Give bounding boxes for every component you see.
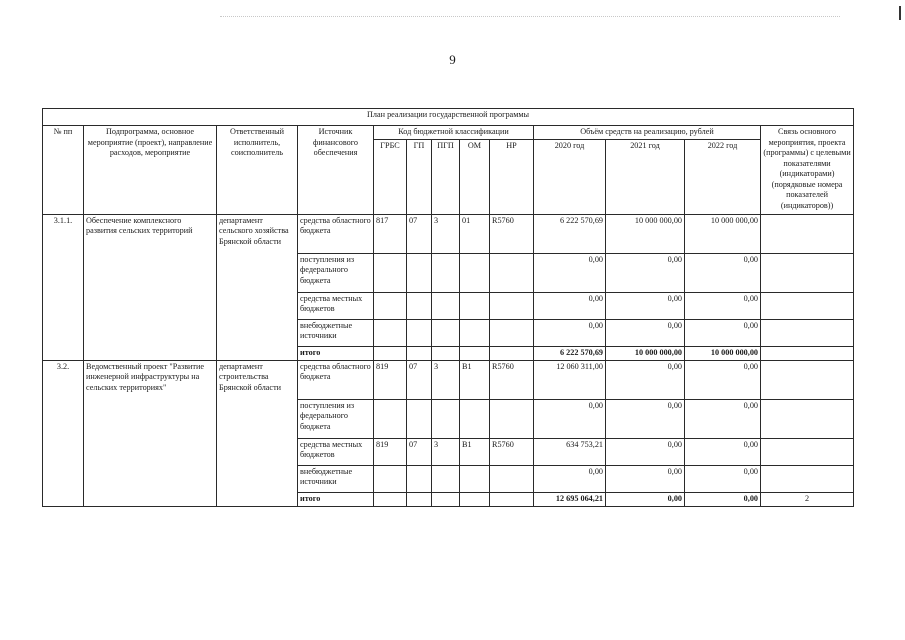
header-pgp: ПГП (432, 139, 460, 214)
funding-source: поступления из федерального бюджета (298, 253, 374, 292)
code-grbs (374, 319, 407, 346)
code-gp (407, 253, 432, 292)
header-num: № пп (43, 126, 84, 215)
amount-2022: 0,00 (685, 465, 761, 492)
indicator-link (761, 214, 854, 253)
code-pgp (432, 253, 460, 292)
indicator-link (761, 292, 854, 319)
header-volume: Объём средств на реализацию, рублей (534, 126, 761, 140)
code-nr: R5760 (490, 214, 534, 253)
table-row (43, 214, 854, 253)
amount-2022: 0,00 (685, 292, 761, 319)
amount-2021: 10 000 000,00 (606, 214, 685, 253)
header-row-1 (43, 126, 854, 140)
code-grbs (374, 253, 407, 292)
code-gp (407, 319, 432, 346)
code-gp (407, 346, 432, 360)
code-pgp: 3 (432, 360, 460, 399)
amount-2021: 0,00 (606, 360, 685, 399)
amount-2020: 12 060 311,00 (534, 360, 606, 399)
amount-2022: 0,00 (685, 360, 761, 399)
header-om: ОМ (460, 139, 490, 214)
code-grbs (374, 292, 407, 319)
indicator-link (761, 399, 854, 438)
code-grbs: 819 (374, 360, 407, 399)
code-gp: 07 (407, 438, 432, 465)
total-2020: 12 695 064,21 (534, 492, 606, 506)
total-2021: 10 000 000,00 (606, 346, 685, 360)
code-nr: R5760 (490, 360, 534, 399)
plan-table (42, 108, 854, 507)
funding-source: внебюджетные источники (298, 319, 374, 346)
code-nr (490, 492, 534, 506)
code-nr (490, 319, 534, 346)
code-nr: R5760 (490, 438, 534, 465)
table-row (43, 360, 854, 399)
code-pgp (432, 399, 460, 438)
code-nr (490, 253, 534, 292)
code-om (460, 465, 490, 492)
page-number: 9 (449, 52, 456, 67)
amount-2022: 0,00 (685, 399, 761, 438)
executor: департамент сельского хозяйства Брянской области (217, 214, 298, 360)
code-gp (407, 399, 432, 438)
amount-2020: 634 753,21 (534, 438, 606, 465)
code-grbs (374, 346, 407, 360)
header-2021: 2021 год (606, 139, 685, 214)
code-gp (407, 465, 432, 492)
amount-2021: 0,00 (606, 399, 685, 438)
total-label: итого (298, 346, 374, 360)
funding-source: внебюджетные источники (298, 465, 374, 492)
table-title-row (43, 109, 854, 126)
amount-2022: 10 000 000,00 (685, 214, 761, 253)
amount-2022: 0,00 (685, 319, 761, 346)
amount-2020: 0,00 (534, 292, 606, 319)
code-om (460, 492, 490, 506)
funding-source: средства местных бюджетов (298, 438, 374, 465)
code-grbs: 817 (374, 214, 407, 253)
amount-2022: 0,00 (685, 438, 761, 465)
code-om: B1 (460, 360, 490, 399)
indicator-link (761, 465, 854, 492)
code-grbs (374, 399, 407, 438)
code-gp: 07 (407, 360, 432, 399)
amount-2020: 6 222 570,69 (534, 214, 606, 253)
code-om: B1 (460, 438, 490, 465)
amount-2020: 0,00 (534, 399, 606, 438)
header-2022: 2022 год (685, 139, 761, 214)
header-grbs: ГРБС (374, 139, 407, 214)
amount-2020: 0,00 (534, 465, 606, 492)
header-2020: 2020 год (534, 139, 606, 214)
code-gp (407, 492, 432, 506)
total-2021: 0,00 (606, 492, 685, 506)
code-om (460, 346, 490, 360)
measure-name: Ведомственный проект "Развитие инженерной инфраструктуры на сельских территориях" (84, 360, 217, 506)
measure-name: Обеспечение комплексного развития сельских территорий (84, 214, 217, 360)
indicator-link (761, 360, 854, 399)
row-number: 3.1.1. (43, 214, 84, 360)
code-nr (490, 465, 534, 492)
code-pgp (432, 292, 460, 319)
code-om (460, 319, 490, 346)
code-grbs (374, 492, 407, 506)
code-pgp (432, 346, 460, 360)
scan-edge-mark (899, 6, 901, 20)
indicator-link (761, 438, 854, 465)
code-om: 01 (460, 214, 490, 253)
table-title: План реализации государственной программы (43, 109, 854, 126)
code-pgp (432, 492, 460, 506)
funding-source: средства областного бюджета (298, 214, 374, 253)
header-executor: Ответственный исполнитель, соисполнитель (217, 126, 298, 215)
amount-2021: 0,00 (606, 465, 685, 492)
code-om (460, 253, 490, 292)
amount-2020: 0,00 (534, 319, 606, 346)
code-om (460, 399, 490, 438)
code-nr (490, 292, 534, 319)
amount-2020: 0,00 (534, 253, 606, 292)
header-gp: ГП (407, 139, 432, 214)
funding-source: средства областного бюджета (298, 360, 374, 399)
code-pgp (432, 319, 460, 346)
code-gp: 07 (407, 214, 432, 253)
scan-noise (220, 16, 840, 18)
amount-2021: 0,00 (606, 292, 685, 319)
header-budget-code: Код бюджетной классификации (374, 126, 534, 140)
header-source: Источник финансового обеспечения (298, 126, 374, 215)
code-grbs (374, 465, 407, 492)
header-nr: НР (490, 139, 534, 214)
funding-source: средства местных бюджетов (298, 292, 374, 319)
total-2022: 10 000 000,00 (685, 346, 761, 360)
amount-2021: 0,00 (606, 438, 685, 465)
executor: департамент строительства Брянской области (217, 360, 298, 506)
amount-2021: 0,00 (606, 253, 685, 292)
code-om (460, 292, 490, 319)
code-grbs: 819 (374, 438, 407, 465)
amount-2022: 0,00 (685, 253, 761, 292)
code-nr (490, 346, 534, 360)
code-gp (407, 292, 432, 319)
indicator-link (761, 346, 854, 360)
code-pgp: 3 (432, 214, 460, 253)
total-2022: 0,00 (685, 492, 761, 506)
amount-2021: 0,00 (606, 319, 685, 346)
code-pgp: 3 (432, 438, 460, 465)
header-subprogram: Подпрограмма, основное мероприятие (проект), направление расходов, мероприятие (84, 126, 217, 215)
total-2020: 6 222 570,69 (534, 346, 606, 360)
indicator-link (761, 253, 854, 292)
code-nr (490, 399, 534, 438)
code-pgp (432, 465, 460, 492)
header-link: Связь основного мероприятия, проекта (программы) с целевыми показателями (индикаторами) (порядковые номера показателей (индикаторов)) (761, 126, 854, 215)
row-number: 3.2. (43, 360, 84, 506)
funding-source: поступления из федерального бюджета (298, 399, 374, 438)
indicator-link: 2 (761, 492, 854, 506)
indicator-link (761, 319, 854, 346)
total-label: итого (298, 492, 374, 506)
